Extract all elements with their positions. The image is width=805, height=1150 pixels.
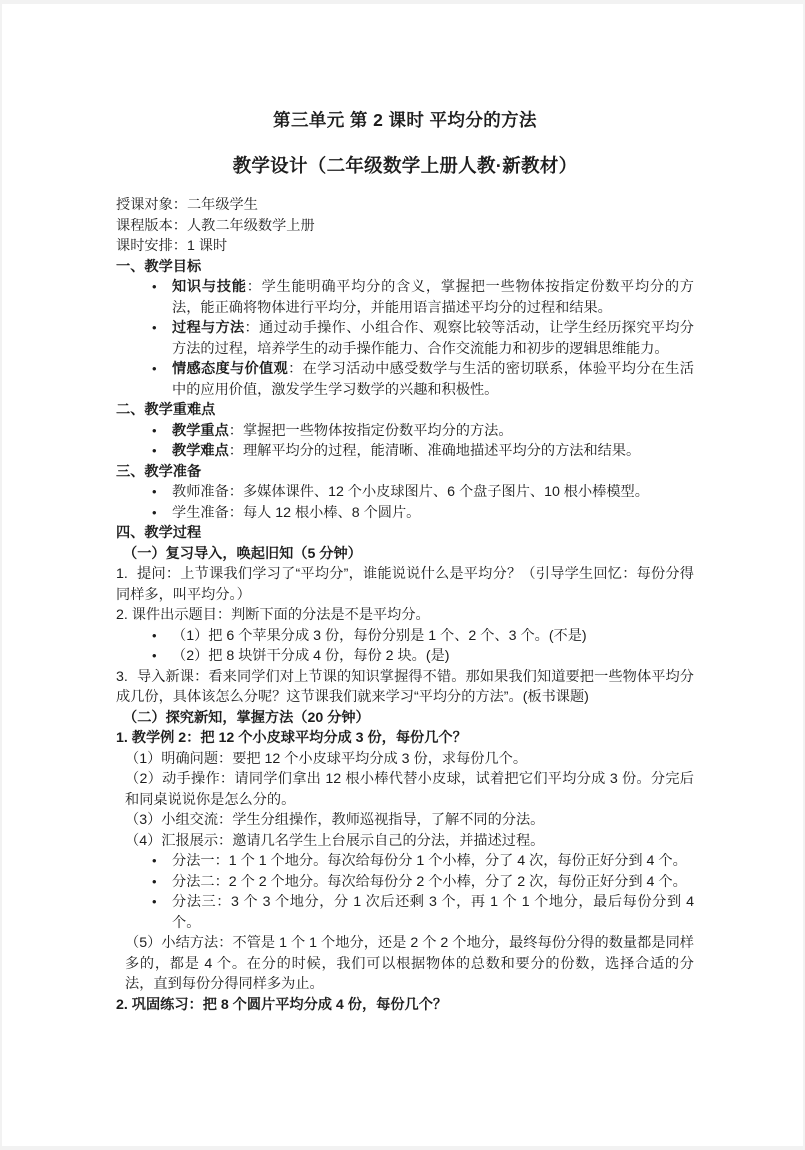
objective-item xyxy=(116,277,694,318)
example-summary: （5）小结方法：不管是 1 个 1 个地分，还是 2 个 2 个地分，最终每份分得的数量都是同样多的，都是 4 个。在分的时候，我们可以根据物体的总数和要分的份数，选择合适的分法，直到每份分得同样多为止。 xyxy=(125,935,694,992)
preparation-text: ：多媒体课件、12 个小皮球图片、6 个盘子图片、10 根小棒模型。 xyxy=(228,484,649,500)
meta-audience-text: 授课对象：二年级学生 xyxy=(116,197,258,213)
meta-periods xyxy=(116,236,694,257)
subsection-heading-review: （一）复习导入，唤起旧知（5 分钟） xyxy=(123,545,362,562)
meta-audience xyxy=(116,195,694,216)
preparation-lead: 学生准备 xyxy=(172,504,229,521)
page-title-line-1: 第三单元 第 2 课时 平均分的方法 xyxy=(273,110,537,130)
bullet-icon: • xyxy=(152,504,157,520)
review-step-3-text: 导入新课：看来同学们对上节课的知识掌握得不错。那如果我们知道要把一些物体平均分成几份，具体该怎么分呢？这节课我们就来学习“平均分的方法”。(板书课题) xyxy=(116,668,694,705)
review-judgement-item xyxy=(116,646,694,667)
document-content xyxy=(116,4,694,1015)
review-step-1-text: 提问：上节课我们学习了“平均分”，谁能说说什么是平均分？（引导学生回忆：每份分得同样多，叫平均分。） xyxy=(116,566,694,603)
preparation-item xyxy=(116,503,694,524)
review-step-2: 2. 课件出示题目：判断下面的分法是不是平均分。 xyxy=(116,607,430,623)
key-point-lead: 教学难点 xyxy=(172,443,229,459)
bullet-icon: • xyxy=(152,320,157,335)
key-point-item xyxy=(116,441,694,462)
meta-textbook xyxy=(116,216,694,237)
document-meta xyxy=(116,195,694,257)
objective-lead: 知识与技能 xyxy=(172,279,247,295)
page-title-line-2: 教学设计（二年级数学上册人教·新教材） xyxy=(232,155,578,176)
preparation-text: ：每人 12 根小棒、8 个圆片。 xyxy=(228,504,421,521)
section-heading-process: 四、教学过程 xyxy=(116,525,202,541)
bullet-icon: • xyxy=(152,443,157,458)
bullet-icon: • xyxy=(152,894,157,909)
example-step: （4）汇报展示：邀请几名学生上台展示自己的分法，并描述过程。 xyxy=(125,832,545,849)
division-method-text: ：3 个 3 个地分，分 1 次后还剩 3 个，再 1 个 1 个地分，最后每份分到 4 个。 xyxy=(172,894,694,931)
bullet-icon: • xyxy=(152,627,157,643)
preparation-item xyxy=(116,482,694,503)
meta-periods-text: 课时安排：1 课时 xyxy=(116,238,228,254)
objective-lead: 情感态度与价值观 xyxy=(172,361,289,377)
example-heading: 1. 教学例 2：把 12 个小皮球平均分成 3 份，每份几个？ xyxy=(116,730,467,746)
bullet-icon: • xyxy=(152,648,157,663)
objective-item xyxy=(116,359,694,400)
bullet-icon: • xyxy=(152,422,157,438)
division-method-text: ：2 个 2 个地分。每次给每份分 2 个小棒，分了 2 次，每份正好分到 4 个。 xyxy=(214,873,687,890)
division-method-text: ：1 个 1 个地分。每次给每份分 1 个小棒，分了 4 次，每份正好分到 4 个。 xyxy=(214,853,687,869)
objective-lead: 过程与方法 xyxy=(172,320,245,336)
preparation-lead: 教师准备 xyxy=(172,484,229,500)
division-method-lead: 分法二 xyxy=(172,873,215,890)
section-heading-preparation: 三、教学准备 xyxy=(116,463,202,480)
document-page xyxy=(2,4,803,1146)
review-step-1 xyxy=(116,564,694,605)
bullet-icon: • xyxy=(152,873,157,889)
objective-text: ：学生能明确平均分的含义，掌握把一些物体按指定份数平均分的方法，能正确将物体进行平均分，并能用语言描述平均分的过程和结果。 xyxy=(172,279,694,316)
objective-text: ：在学习活动中感受数学与生活的密切联系，体验平均分在生活中的应用价值，激发学生学习数学的兴趣和积极性。 xyxy=(172,361,694,398)
example-step: （3）小组交流：学生分组操作，教师巡视指导，了解不同的分法。 xyxy=(125,812,545,828)
review-step-3-number: 3. xyxy=(116,668,128,685)
objective-text: ：通过动手操作、小组合作、观察比较等活动，让学生经历探究平均分方法的过程，培养学生的动手操作能力、合作交流能力和初步的逻辑思维能力。 xyxy=(172,320,694,357)
division-method-item xyxy=(116,851,694,872)
review-judgement-text: （1）把 6 个苹果分成 3 份，每份分别是 1 个、2 个、3 个。(不是) xyxy=(172,627,587,644)
review-step-1-number: 1. xyxy=(116,566,128,582)
bullet-icon: • xyxy=(152,279,157,294)
review-judgement-text: （2）把 8 块饼干分成 4 份，每份 2 块。(是) xyxy=(172,648,450,664)
subsection-heading-explore: （二）探究新知，掌握方法（20 分钟） xyxy=(123,709,370,726)
key-point-lead: 教学重点 xyxy=(172,422,229,439)
division-method-item xyxy=(116,892,694,933)
practice-heading: 2. 巩固练习：把 8 个圆片平均分成 4 份，每份几个？ xyxy=(116,996,448,1013)
example-step: （2）动手操作：请同学们拿出 12 根小棒代替小皮球，试着把它们平均分成 3 份。分完后和同桌说说你是怎么分的。 xyxy=(125,771,694,808)
review-judgement-item xyxy=(116,626,694,647)
key-point-text: ：掌握把一些物体按指定份数平均分的方法。 xyxy=(228,422,513,439)
meta-textbook-text: 课程版本：人教二年级数学上册 xyxy=(116,217,315,234)
division-method-lead: 分法三 xyxy=(172,894,217,910)
section-heading-objectives: 一、教学目标 xyxy=(116,258,202,275)
division-method-lead: 分法一 xyxy=(172,853,215,869)
bullet-icon: • xyxy=(152,361,157,376)
example-step: （1）明确问题：要把 12 个小皮球平均分成 3 份，求每份几个。 xyxy=(125,750,528,767)
bullet-icon: • xyxy=(152,853,157,868)
key-point-text: ：理解平均分的过程，能清晰、准确地描述平均分的方法和结果。 xyxy=(228,443,641,459)
division-method-item xyxy=(116,872,694,893)
bullet-icon: • xyxy=(152,484,157,499)
objective-item xyxy=(116,318,694,359)
key-point-item xyxy=(116,421,694,442)
review-step-3 xyxy=(116,667,694,708)
section-heading-key-points: 二、教学重难点 xyxy=(116,402,216,418)
